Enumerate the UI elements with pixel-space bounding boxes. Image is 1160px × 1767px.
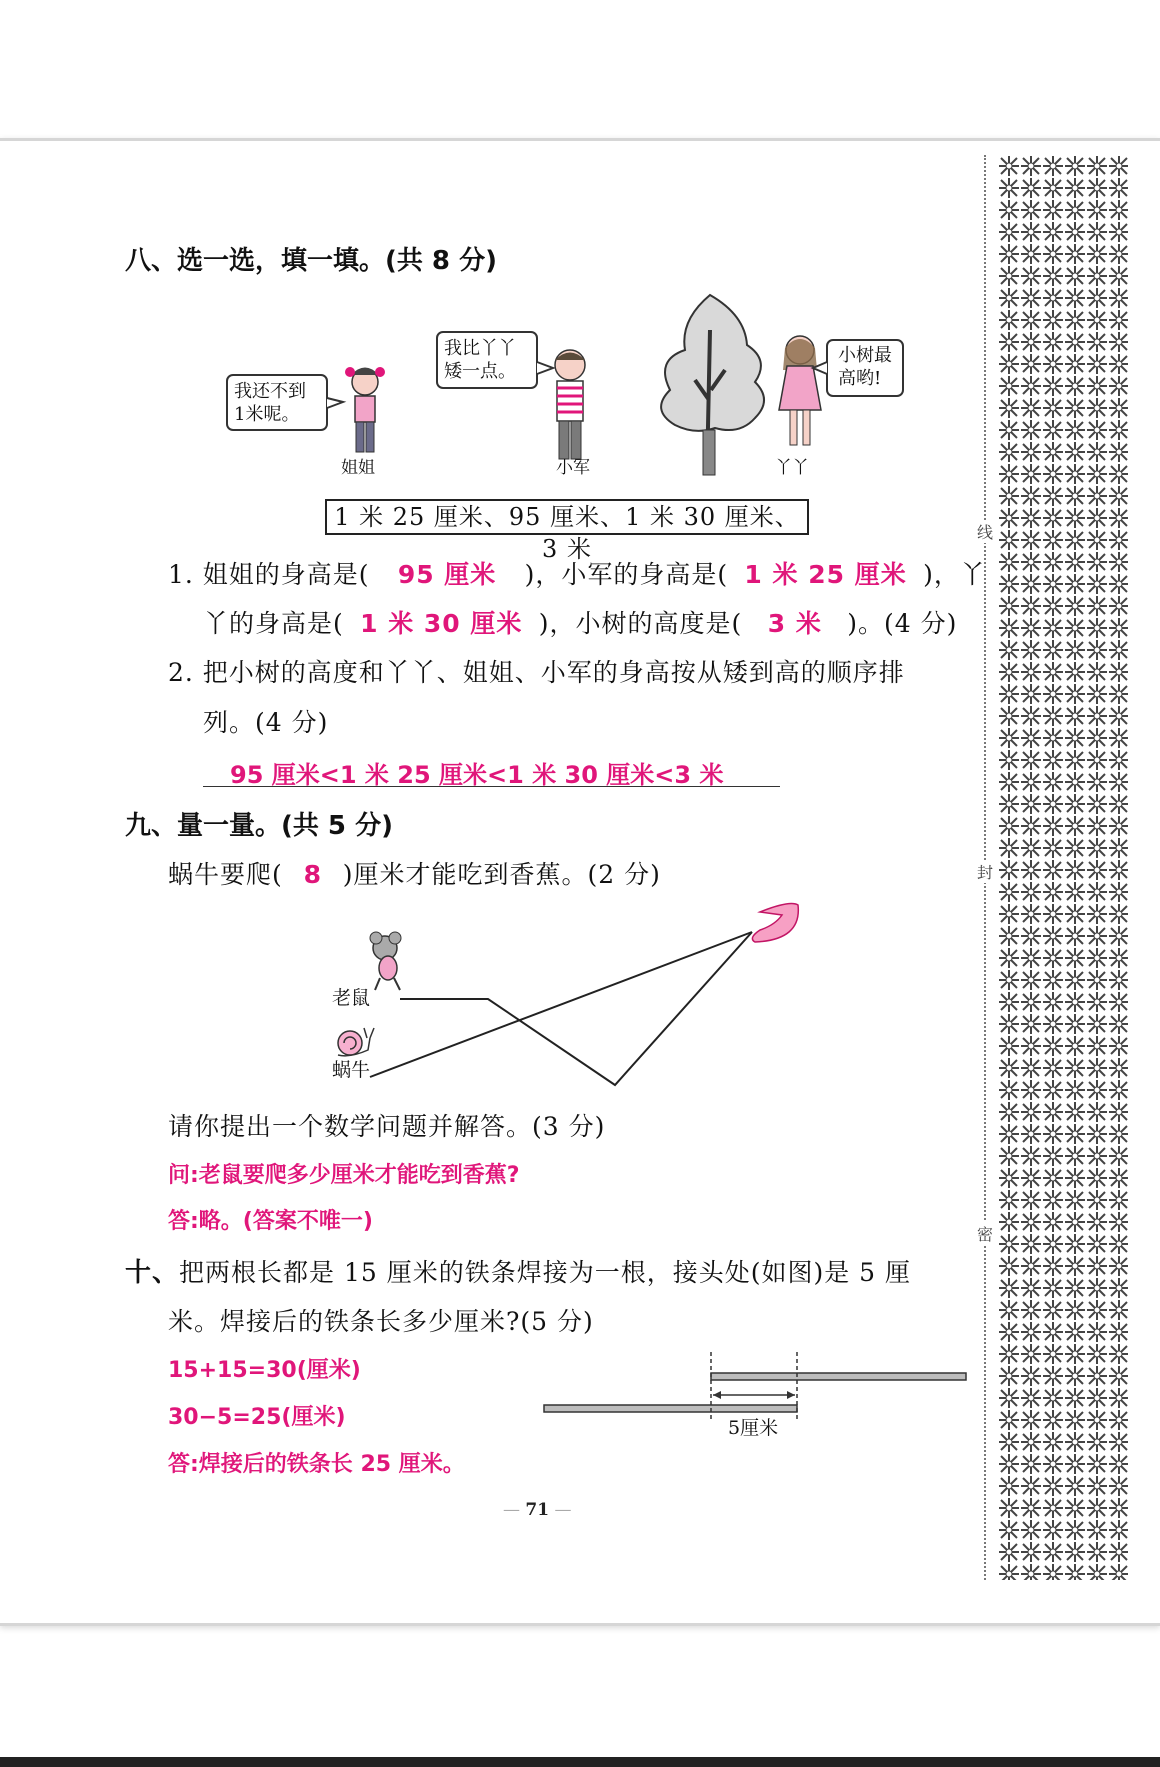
label-jiejie: 姐姐 bbox=[341, 458, 375, 478]
section10-line1 bbox=[125, 1252, 911, 1289]
label-mouse: 老鼠 bbox=[332, 987, 371, 1009]
q1-line1 bbox=[168, 555, 986, 591]
q1-text-b: )，小军的身高是( bbox=[524, 560, 729, 589]
section9-question bbox=[168, 855, 661, 891]
section9-answer-question: 问:老鼠要爬多少厘米才能吃到香蕉? bbox=[168, 1163, 520, 1188]
bubble-jiejie-text bbox=[234, 380, 306, 426]
mouse-icon bbox=[370, 932, 401, 990]
section10-title-prefix: 十、 bbox=[125, 1258, 180, 1288]
section10-answer: 答:焊接后的铁条长 25 厘米。 bbox=[168, 1452, 465, 1477]
bubble-yaya-line1: 小树最 bbox=[838, 345, 892, 366]
iron-bar-bottom bbox=[544, 1405, 797, 1412]
q1-text-f: )。(4 分) bbox=[847, 609, 958, 638]
bubble-yaya-text bbox=[838, 344, 892, 390]
q1-text-a: 1. 姐姐的身高是( bbox=[168, 560, 370, 589]
mouse-path bbox=[400, 932, 752, 1085]
q2-line2: 列。(4 分) bbox=[203, 708, 329, 737]
q1-answer-jiejie: 95 厘米 bbox=[397, 560, 497, 589]
banana-icon bbox=[752, 904, 798, 942]
q1-text-c: )，丫 bbox=[923, 560, 986, 589]
label-xiaojun: 小军 bbox=[556, 458, 590, 478]
bubble-yaya-line2: 高哟! bbox=[838, 368, 882, 389]
options-text: 1 米 25 厘米、95 厘米、1 米 30 厘米、3 米 bbox=[334, 503, 800, 563]
page-number bbox=[503, 1500, 571, 1520]
q1-text-d: 丫的身高是( bbox=[203, 609, 344, 638]
crawl-diagram bbox=[320, 900, 820, 1090]
q2-answer: 95 厘米<1 米 25 厘米<1 米 30 厘米<3 米 bbox=[230, 761, 724, 789]
iron-bar-top bbox=[711, 1373, 966, 1380]
q1-answer-tree: 3 米 bbox=[767, 609, 822, 638]
q2-answer-underline bbox=[203, 786, 780, 787]
section9-ask: 请你提出一个数学问题并解答。(3 分) bbox=[168, 1112, 606, 1141]
q1-answer-xiaojun: 1 米 25 厘米 bbox=[744, 560, 907, 589]
snail-icon bbox=[338, 1028, 374, 1056]
section10-text-line1: 把两根长都是 15 厘米的铁条焊接为一根，接头处(如图)是 5 厘 bbox=[179, 1258, 912, 1287]
section9-title: 九、量一量。(共 5 分) bbox=[125, 811, 393, 841]
section10-line2: 米。焊接后的铁条长多少厘米?(5 分) bbox=[168, 1307, 594, 1336]
binding-pattern-strip bbox=[998, 155, 1128, 1580]
label-yaya: 丫丫 bbox=[775, 458, 809, 478]
binding-char-mi: 密 bbox=[977, 1222, 993, 1245]
snail-path bbox=[370, 932, 752, 1077]
bubble-xiaojun-line1: 我比丫丫 bbox=[444, 338, 516, 359]
options-box bbox=[325, 499, 809, 563]
overlap-label: 5厘米 bbox=[728, 1417, 779, 1439]
bubble-xiaojun-text bbox=[444, 337, 516, 383]
s9-text-a: 蜗牛要爬( bbox=[168, 860, 283, 889]
bubble-xiaojun-line2: 矮一点。 bbox=[444, 361, 516, 382]
label-snail: 蜗牛 bbox=[332, 1059, 371, 1081]
q1-text-e: )，小树的高度是( bbox=[538, 609, 743, 638]
page-number-dash-right: — bbox=[549, 1500, 572, 1520]
section9-answer-reply: 答:略。(答案不唯一) bbox=[168, 1209, 373, 1234]
section10-calc2: 30−5=25(厘米) bbox=[168, 1405, 346, 1430]
q1-line2 bbox=[203, 604, 957, 640]
section8-title: 八、选一选，填一填。(共 8 分) bbox=[125, 246, 497, 276]
bubble-jiejie-line2: 1米呢。 bbox=[234, 404, 300, 425]
s9-answer-snail: 8 bbox=[303, 860, 322, 889]
page-number-dash-left: — bbox=[503, 1500, 526, 1520]
s9-text-b: )厘米才能吃到香蕉。(2 分) bbox=[342, 860, 661, 889]
q2-line1: 2. 把小树的高度和丫丫、姐姐、小军的身高按从矮到高的顺序排 bbox=[168, 658, 905, 687]
binding-char-feng: 封 bbox=[977, 860, 993, 883]
viewer-bottom-bar bbox=[0, 1757, 1160, 1767]
page-number-value: 71 bbox=[525, 1500, 550, 1520]
binding-char-xian: 线 bbox=[977, 520, 993, 543]
section8-illustration bbox=[225, 290, 905, 480]
viewer-top-band bbox=[0, 0, 1160, 135]
q1-answer-yaya: 1 米 30 厘米 bbox=[360, 609, 523, 638]
section10-calc1: 15+15=30(厘米) bbox=[168, 1358, 361, 1383]
bubble-jiejie-line1: 我还不到 bbox=[234, 381, 306, 402]
